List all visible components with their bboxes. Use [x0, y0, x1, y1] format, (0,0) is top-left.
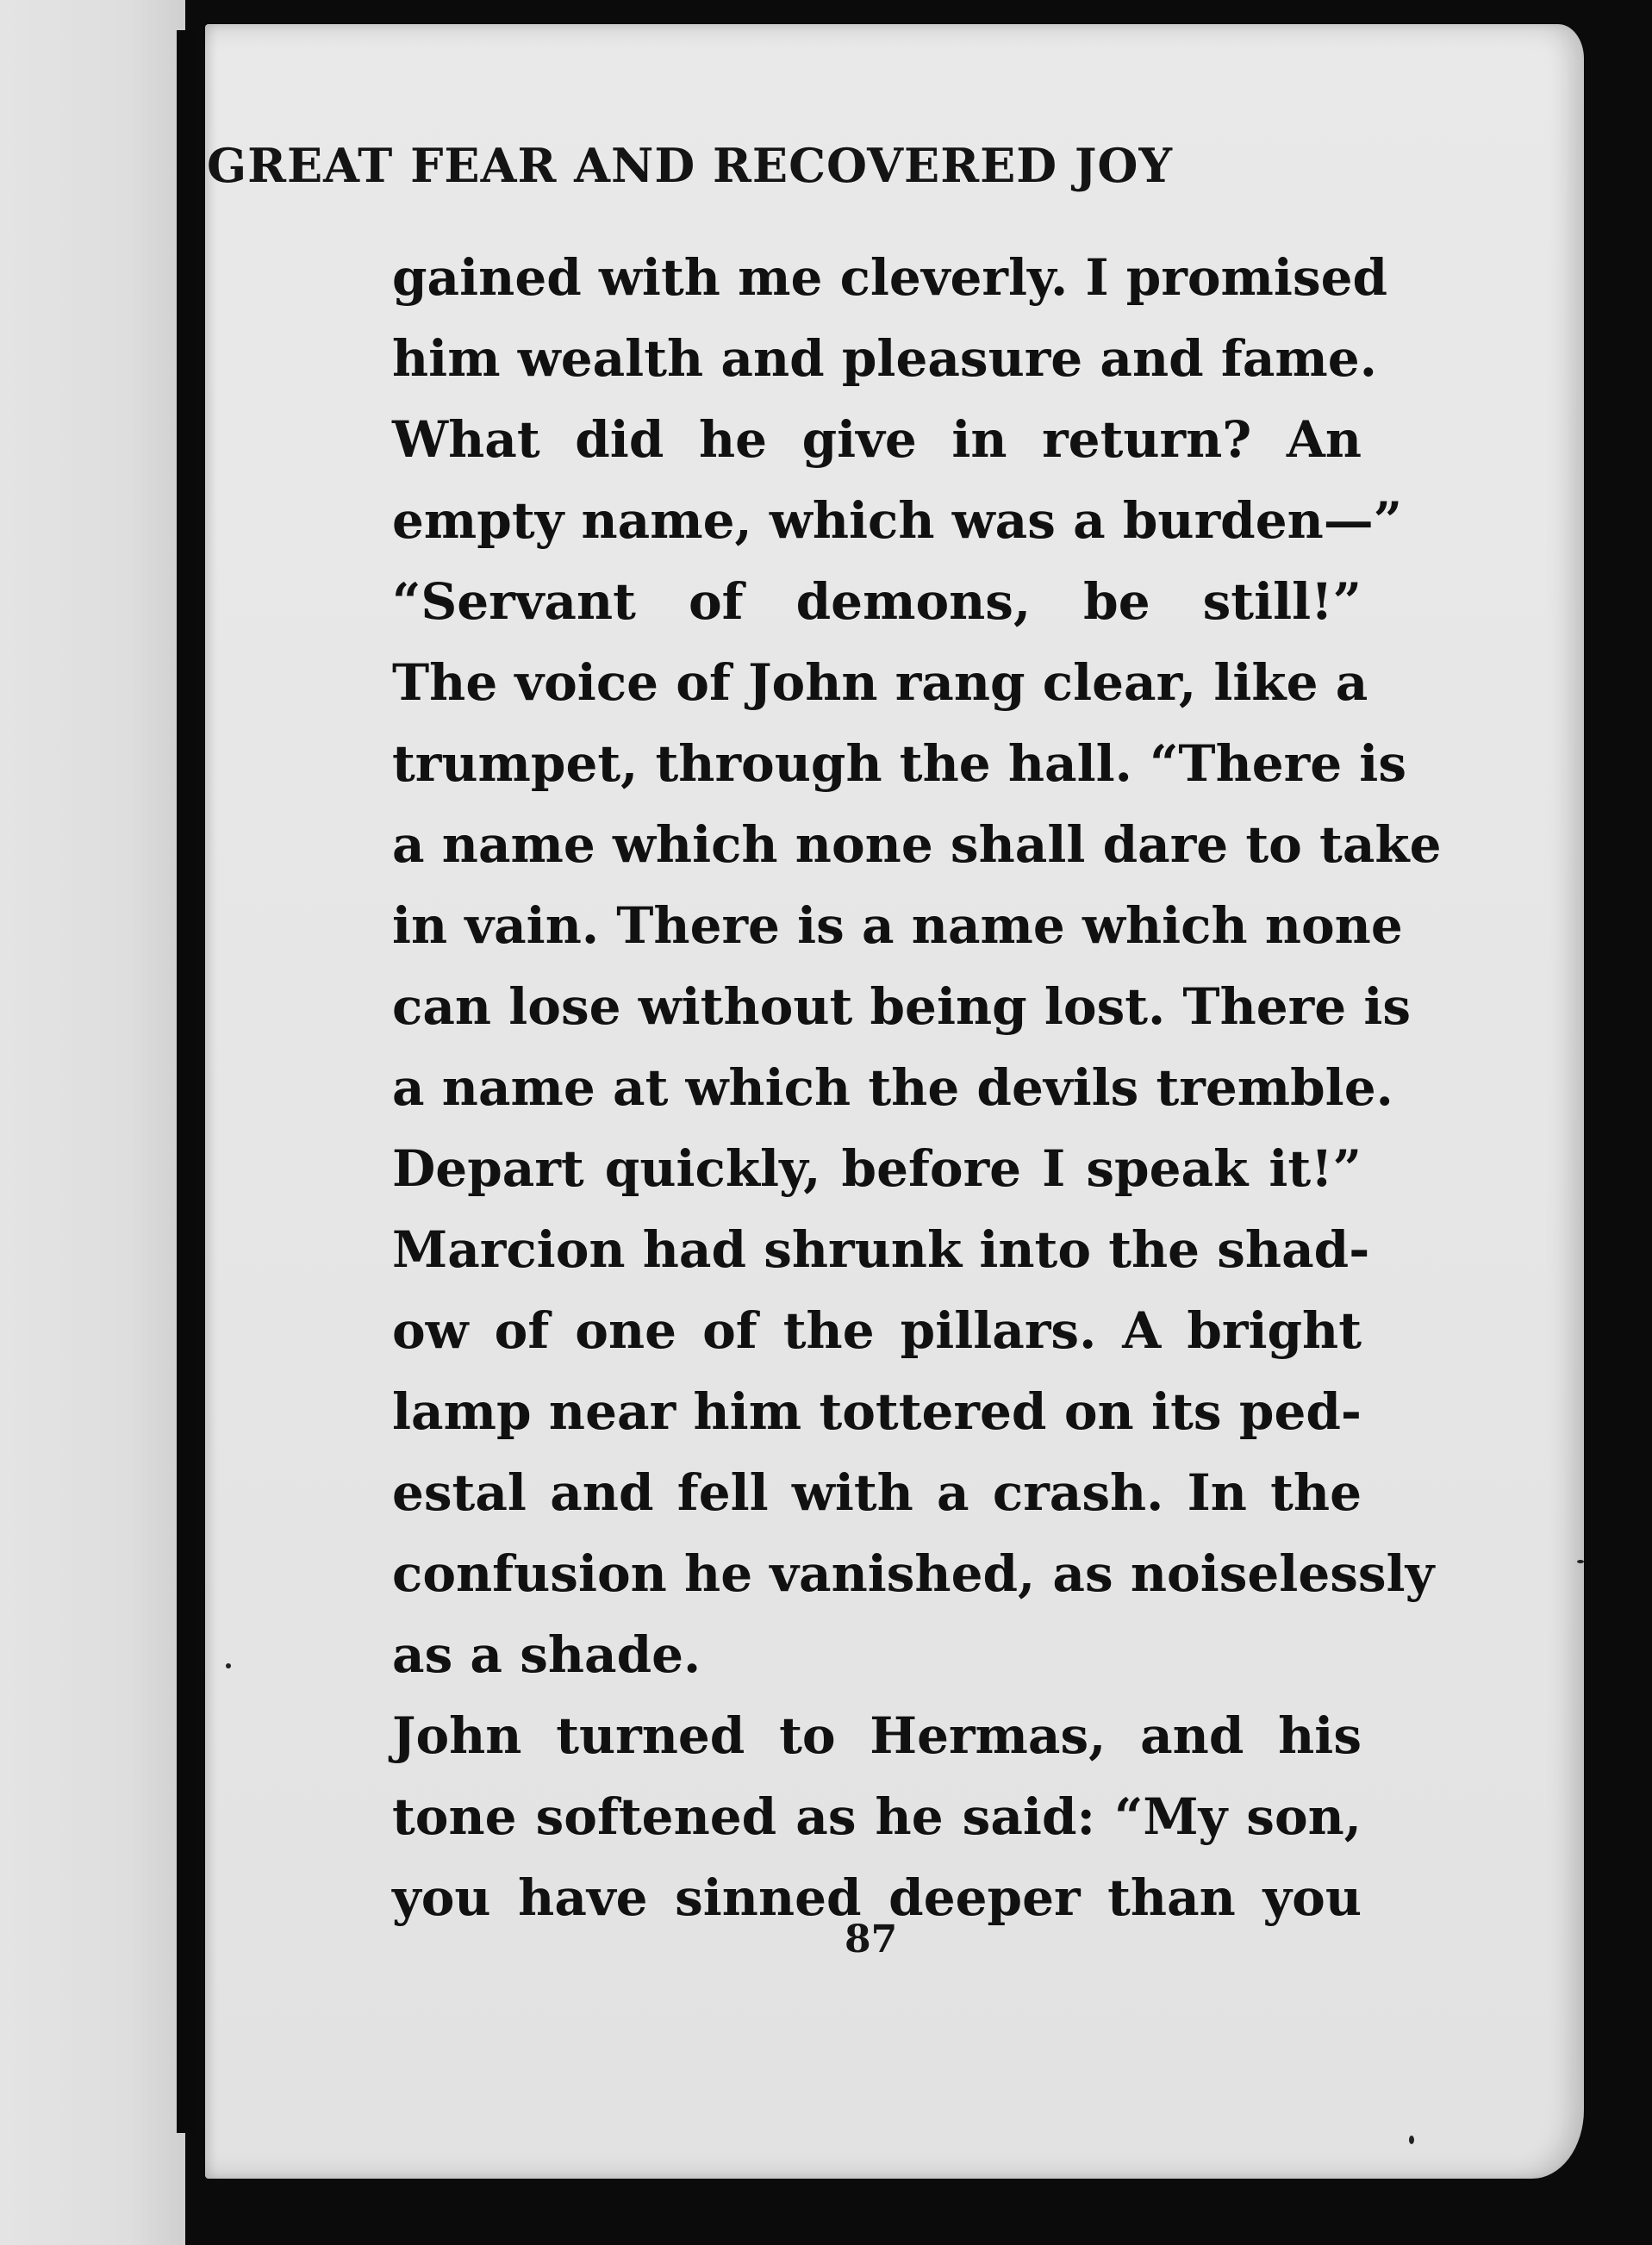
text-line: Depart quickly, before I speak it!”: [392, 1139, 1362, 1198]
text-line: a name which none shall dare to take: [392, 815, 1442, 874]
page-number: 87: [845, 1918, 898, 1961]
text-line: estal and fell with a crash. In the: [392, 1463, 1362, 1522]
text-line: trumpet, through the hall. “There is: [392, 734, 1406, 793]
text-line: as a shade.: [392, 1625, 701, 1684]
text-line: The voice of John rang clear, like a: [392, 653, 1368, 712]
text-line: gained with me cleverly. I promised: [392, 248, 1388, 307]
running-head: GREAT FEAR AND RECOVERED JOY: [207, 138, 1173, 193]
text-line: can lose without being lost. There is: [392, 977, 1412, 1036]
text-line: lamp near him tottered on its ped-: [392, 1382, 1362, 1441]
scan-speck: [226, 1663, 231, 1668]
text-line: you have sinned deeper than you: [392, 1868, 1362, 1927]
text-line: tone softened as he said: “My son,: [392, 1787, 1362, 1846]
scan-speck: [1577, 1560, 1584, 1563]
text-line: ow of one of the pillars. A bright: [392, 1301, 1362, 1360]
scan-speck: [1409, 2136, 1414, 2144]
text-line: a name at which the devils tremble.: [392, 1058, 1393, 1117]
text-line: confusion he vanished, as noiselessly: [392, 1544, 1435, 1603]
left-page-edge: [0, 0, 185, 2245]
text-line: Marcion had shrunk into the shad-: [392, 1220, 1370, 1279]
text-line: empty name, which was a burden—”: [392, 491, 1403, 550]
text-line: John turned to Hermas, and his: [392, 1706, 1362, 1765]
body-text: [392, 237, 1442, 1938]
text-line: him wealth and pleasure and fame.: [392, 329, 1377, 388]
text-line: “Servant of demons, be still!”: [392, 572, 1362, 631]
text-line: What did he give in return? An: [392, 410, 1362, 469]
gutter-rule: [177, 30, 196, 2133]
text-line: in vain. There is a name which none: [392, 896, 1403, 955]
